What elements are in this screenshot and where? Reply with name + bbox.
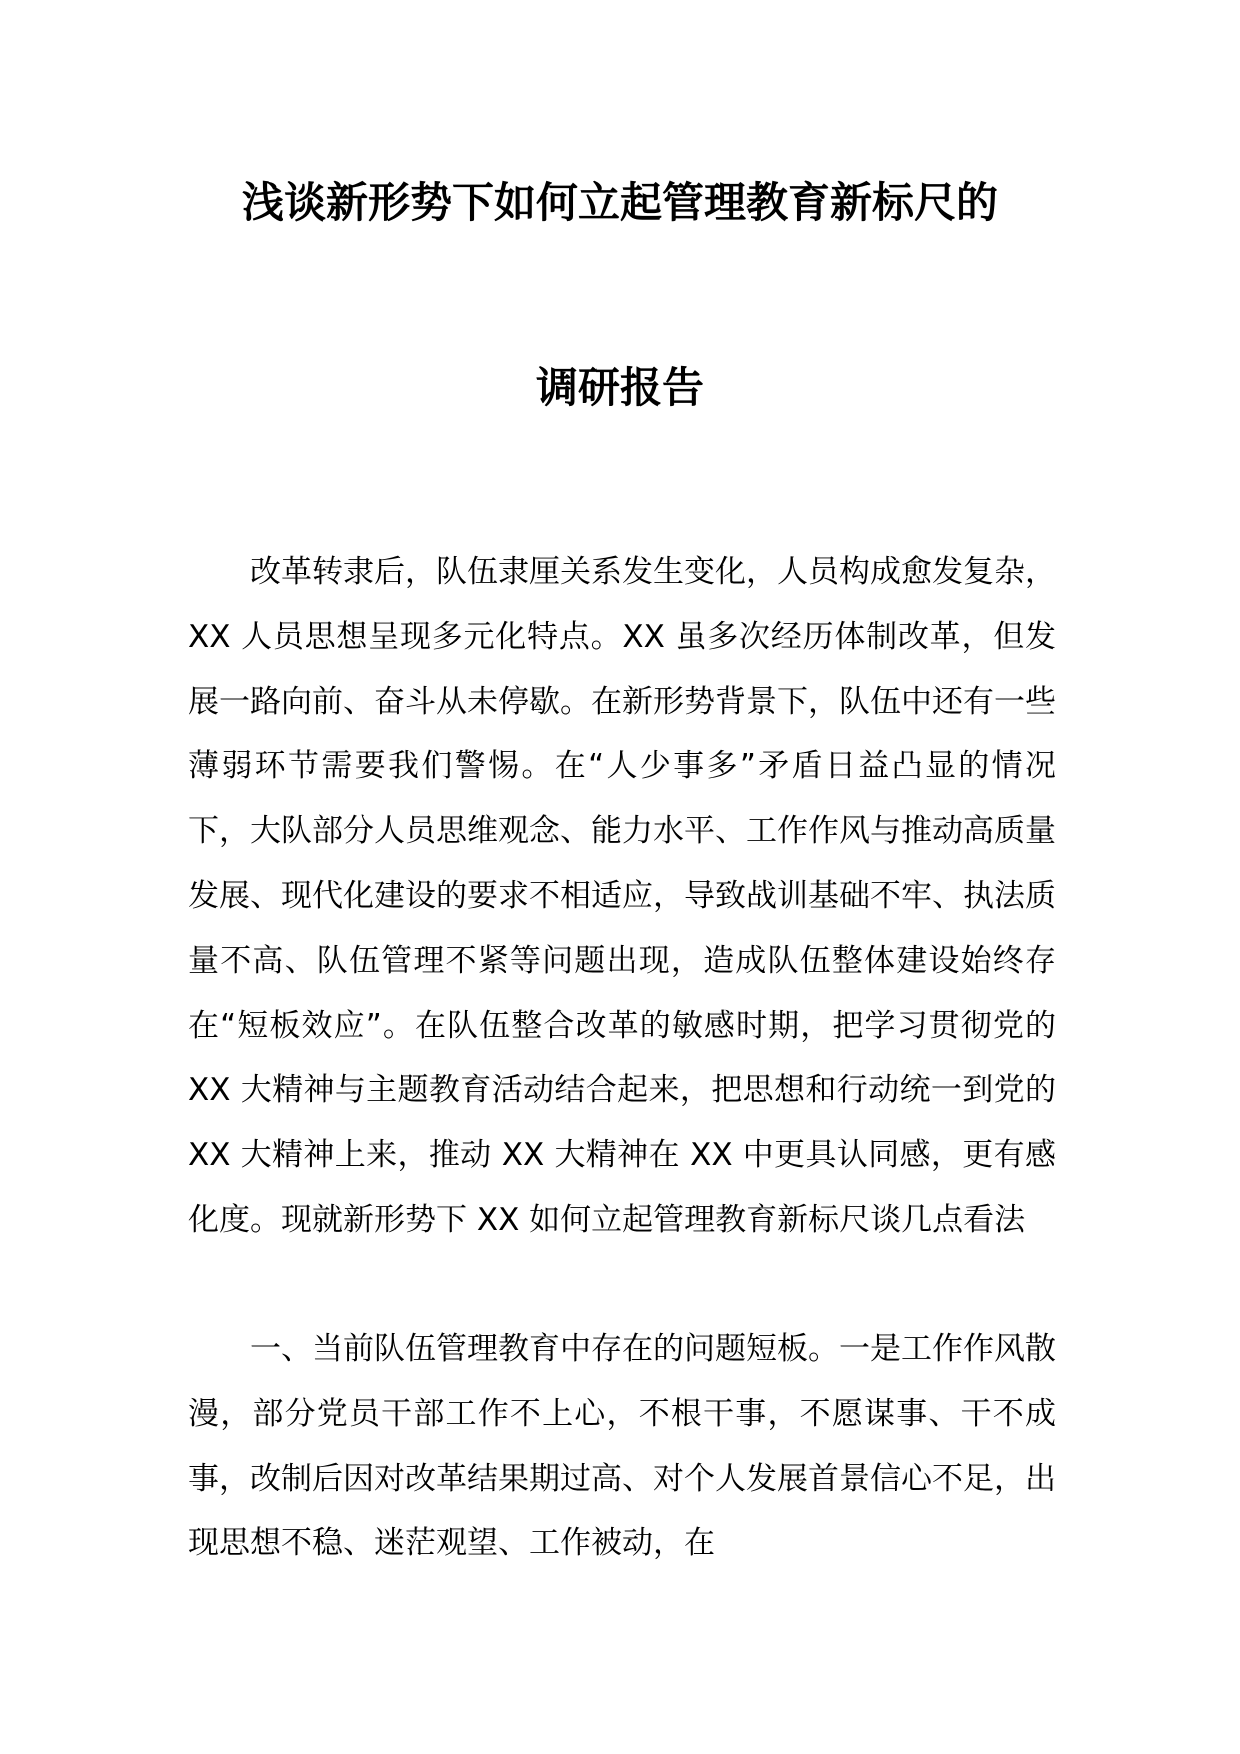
body-paragraph-section-1: 一、当前队伍管理教育中存在的问题短板。一是工作作风散漫，部分党员干部工作不上心，不根干事，不愿谋事、干不成事，改制后因对改革结果期过高、对个人发展首景信心不足，出现思想不稳、迷茫观望、工作被动，在	[188, 1331, 1056, 1562]
body-paragraph-intro: 改革转隶后，队伍隶厘关系发生变化，人员构成愈发复杂，XX 人员思想呈现多元化特点。XX 虽多次经历体制改革，但发展一路向前、奋斗从未停歇。在新形势背景下，队伍中还有一些薄弱环节需要我们警惕。在“人少事多”矛盾日益凸显的情况下，大队部分人员思维观念、能力水平、工作作风与推动高质量发展、现代化建设的要求不相适应，导致战训基础不牢、执法质量不高、队伍管理不紧等问题出现，造成队伍整体建设始终存在“短板效应”。在队伍整合改革的敏感时期，把学习贯彻党的 XX 大精神与主题教育活动结合起来，把思想和行动统一到党的 XX 大精神上来，推动 XX 大精神在 XX 中更具认同感，更有感化度。现就新形势下 XX 如何立起管理教育新标尺谈几点看法	[188, 554, 1056, 1238]
document-title-line-2: 调研报告	[535, 363, 704, 412]
document-title-line-1: 浅谈新形势下如何立起管理教育新标尺的	[241, 178, 998, 227]
